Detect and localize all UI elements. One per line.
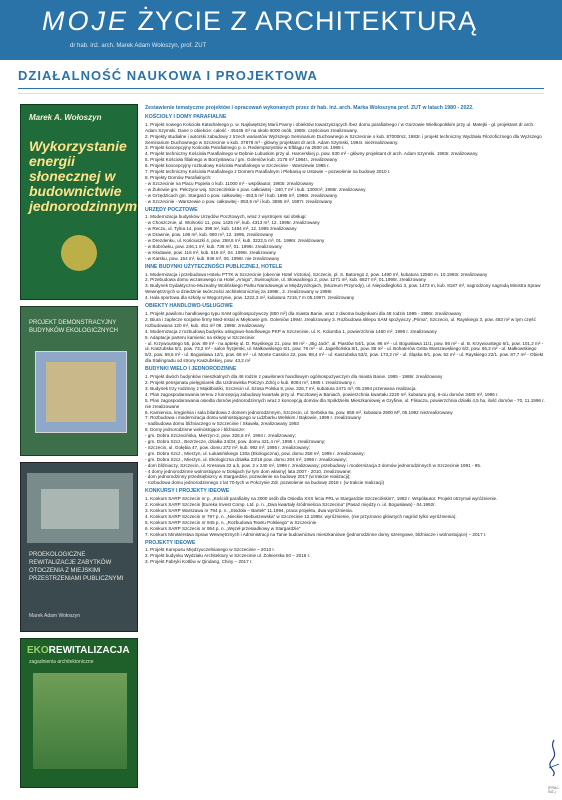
book-author: Marek A. Wołoszyn <box>29 113 102 122</box>
category-list <box>145 115 545 565</box>
list-item: 6. Konkurs SARP Szczecin nr 954 p. n. „Węzeł przesiadkowy w Stargardzie” <box>145 525 301 531</box>
book-subtitle: zagadnienia architektoniczne <box>29 659 94 665</box>
list-item: 5. Adaptacje parteru kamienic na sklepy w Szczecinie: <box>145 334 256 340</box>
footer-note: (PRAC. INŻ.) <box>548 786 560 794</box>
list-item: 1. Projekt pawilonu handlowego typu SAM ogólnospożywczy (850 m²) dla miasta Banie, wraz z dwoma budynkami dla 48 rodzin 1985 - 1986r. zrealizowany <box>145 311 462 316</box>
list-item: - gm. Dobra Szcz., Bezrzecze, działka 24/34, pow. domu 421,4 m², 1995 r. zrealizowany; <box>145 439 326 445</box>
list-item: 5. Konkurs SARP Szczecin nr 945 p. n. „Rozbudowa Teatru Polskiego” w Szczecinie <box>145 519 317 525</box>
list-item: 3. Konkurs SARP Warszawa nr 794 p. n. „Stodoła – Bartek” 11.1994, praca projektu, dwa wyróżnienia. <box>145 508 354 513</box>
list-item: - rozbudowa domu jednorodzinnego z lat 70-tych w Połczynie Zdr. pozwolenie na budowę 2018 r. (w trakcie realizacji) <box>145 480 384 486</box>
list-item: 3. Budynek trzy rodzinny z Mąkitbiotiki, Szczecin ul. Szosa Polska 8, pow. 326,7 m², kubatura 2471 m³, 05.1994 przerwana realizacja. <box>145 385 417 391</box>
list-item: - w Grzędzicach gm. Stargard o pow. całkowitej - 453,5 m² i kub. 1695 m³, 1986r. zrealizowany <box>145 192 338 198</box>
list-item: 2. Projekty studialne i autorski zabudowy z trzech wariantów Wyższego Seminarium Duchownego w Szczecinie o kub. 87000m2, 1983r. i projekt techniczny Wydziału Filozoficznego dla Wyższego Seminarium Duchownego w Szczecinie o kub. 37878 m³ - główny projektant dr arch. Adam Szymski, 1984r. niezrealizowany. <box>145 133 542 145</box>
book-title: PROEKOLOGICZNE REWITALIZACJE ZABYTKÓW OTOCZENIA Z MIEJSKIMI PRZESTRZENIAMI PUBLICZNYMI <box>29 552 124 582</box>
category-title: KONKURSY I PROJEKTY IDEOWE <box>145 488 230 495</box>
list-item: 8. Domy jednorodzinne wolnostojące i bliźniacze: <box>145 427 246 433</box>
list-item: 4. Plan zagospodarowania terenu z koncepcją zabudowy kwartału przy ul. Pocztowej w Baniach, powierzchnia kwartału 2220 m², kubatura proj. 6-ciu domów 3480 m³, 1996 r. <box>145 391 499 397</box>
book-title: EKOREWITALIZACJA <box>27 645 130 656</box>
list-item: 1. Konkurs SARP Szczecin nr p. „Kościół parafialny na 2000 osób dla Osiedla XXX lecia PRL w Stargardzie Szczecińskim”, 1982 r. Współautor. Projekt otrzymał wyróżnienie. <box>145 496 498 502</box>
list-item: 3. Projekt Fabryki Kotłów w Qindang, Chiny – 2017 r. <box>145 559 253 565</box>
category-title: PROJEKTY IDEOWE <box>145 539 196 546</box>
list-item: 5. Plan zagospodarowania osiedla domów jednorodzinnych wraz z koncepcją domów dla Spółdzielni Mieszkaniowej w Gryfinie, ul. Flisacza, powierzchnia działki 4,5 ha, ilość domów - 70, 11.1996 r. nie zrealizowane <box>145 397 545 409</box>
list-item: - w Szczecinie - Warszewie o pow. całkowitej - 853,5 m² i kub. 3695 m³, 1987r. zrealizowany <box>145 198 333 204</box>
list-item: - Szczecin, ul. Gołębia 47, pow. domu 372 m², kub. 992 m³, 1995 r. zrealizowany; <box>145 444 310 450</box>
book-author: Marek Adam Wołoszyn <box>29 613 81 619</box>
list-item: - w Choszcznie, ul. Wolności 11, pow. 1425 m², kub. 4313 m³, 12. 1995r. zrealizowany <box>145 220 320 226</box>
list-item: 5. Projekt Kościoła filialnego w Borzysławcu / gm. Goleniów kub. 2178 m³ 1984r., zrealizowany <box>145 157 338 163</box>
project-list <box>145 106 545 565</box>
book-title: Wykorzystanie energii słonecznej w budownictwie jednorodzinnym <box>29 138 138 214</box>
list-item: - 4 domy jednorodzinne wolnostojące w Dołujach (w tym dom własny) lata 2007 - 2010, zrealizowane; <box>145 468 352 474</box>
book-cover-ekorewitalizacja <box>20 638 138 788</box>
list-item: 6. Projekt koncepcyjny rozbudowy Kościoła Parafialnego w Szczecinie - Warszewie 1985 r. <box>145 163 330 169</box>
list-item: 7. Konkurs Ministerstwa Spraw Wewnętrznych i Administracji na Tanie budownictwo mieszkaniowe (jednorodzinne domy szeregowe, bliźniacze i wolnostojące) – 2017 r. <box>145 531 487 537</box>
book-cover-ecological <box>20 306 138 456</box>
list-item: 1. Projekt Kampusu Międzyuczelnianego w Szczecinie – 2010 r. <box>145 547 275 553</box>
list-item: 7. Projekt techniczny Kościoła Parafialnego z Domem Parafialnym i Plebanią w Ustowie – pozwolenie na budowę 2010 r. <box>145 169 391 175</box>
section-rule <box>18 88 544 89</box>
list-item: - w Kłodawie, pow. 116 m², kub. 616 m³, 04. 1996r. zrealizowany <box>145 249 276 255</box>
list-item: 2. Biura i zaplecze socjalne firmy Med-Instal w Miękowie gm. Goleniów 1994r. zrealizowany 3. Rozbudowa sklepu SAM spożywczy „Prima”, Szczecin, ul. Rayskiego 3, pow. 483 m² w tym część rozbudowana 120 m², kub. 451 m³ 09. 1996r. zrealizowany <box>145 316 536 328</box>
book-illustration <box>35 351 127 433</box>
list-item: 1. Modernizacja budynków Urzędów Pocztowych, wraz z wystrojem sal obsługi: <box>145 214 307 220</box>
page-subtitle: dr hab. inż. arch. Marek Adam Wołoszyn, prof. ZUT <box>70 43 207 49</box>
section-rule-light <box>18 93 544 94</box>
list-item: - ul. Krzywoustego 55, pow. 89 m² - na aptekę ul. D. Rayskiego 21, pow. 98 m² - „Big Jack”, al. Piastów 54/1, pow. 96 m² - ul. Bogusława 11/1, pow. 86 m² - ul. B. Krzywoustego 6/1, pow. 101,2 m² - ul. Kaszubska 5/1, pow. 73,2 m² - salon fryzjerski, ul. Małkowskiego 6/1, pow. 76 m² - ul. Jagiellońska 8/1, pow. 85 m² - ul. Bohaterów Getta Warszawskiego 5/2, pow. 66,2 m² - ul. Małkowskiego 5/2, pow. 69,6 m² - ul. Bogusława 12/1, pow. 68 m² - ul. Monte Cassino 22, pow. 98,4 m² - ul. Kaszubska 53/2, pow. 173,2 m² - ul. Śląska 9/1, pow. 52 m² - ul. Rayskiego 22/1. pow. 87,7 m² - Obiekt dla Stalingradu od strony Kaszubskiej, pow. 43,2 m² <box>145 340 544 364</box>
list-item: - w Szczecinie na Placu Popiela o kub. 11000 m³ - współautor, 1983r. zrealizowany <box>145 180 314 186</box>
book-cover-revitalization <box>20 462 138 632</box>
title-rest: ŻYCIE Z ARCHITEKTURĄ <box>137 6 478 36</box>
book-illustration <box>27 473 133 543</box>
list-item: - gm. Dobra Szcz., Mierzyn, ul. Łukasińskiego 130a (Ekologiczna), pow. domu 258 m², 1995 r. zrealizowany; <box>145 450 365 456</box>
list-item: 8. Projekty Domów Parafialnych: <box>145 174 212 180</box>
list-item: - w Drawnie, pow. 198 m², kub. 680 m³, 12. 1995, zrealizowany <box>145 232 274 238</box>
title-moje: MOJE <box>42 6 130 36</box>
page-title <box>42 6 477 37</box>
sun-icon <box>61 235 97 271</box>
book-title: PROJEKT DEMONSTRACYJNY BUDYNKÓW EKOLOGICZNYCH <box>29 320 119 334</box>
list-item: 2. Projekt pensjonatu pielęgniarek dla Uzdrowiska Połczyn Zdrój o kub. 8084 m³, 1985 r. zrealizowany r. <box>145 379 356 385</box>
list-item: 1. Projekt nowego Kościoła Katedralnego p. w. Najświętszej Marii Panny i obiektów towarzyszących /bez domu parafialnego / w Gorzowie Wielkopolskim przy ul. Matejki - gł. projektant dr arch. Adam Szymski. Dane o obiekcie: całość - 45445 m³ na około 6000 osób, 1980r. częściowo zrealizowany. <box>145 121 535 133</box>
book-cover-solar <box>20 104 138 300</box>
category-title: BUDYNKI WIELO I JEDNORODZINNE <box>145 366 237 373</box>
section-title: DZIAŁALNOŚĆ NAUKOWA I PROJEKTOWA <box>18 68 318 83</box>
list-item: 4. Hala sportowa dla szkoły w Węgorzynie, pow. 1222,3 m², kubatura 7215,7 m 05.1997r. zrealizowany <box>145 295 355 301</box>
book-covers <box>20 104 138 794</box>
list-item: 7. Rozbudowa i modernizacja domu wolnostojącego w Lidzbarku Welskim / Bąkowie, 1999 r. zrealizowany <box>145 415 361 421</box>
list-intro: Zestawienie tematyczne projektów i opracowań wykonanych przez dr hab. inż. arch. Marka Wołoszyna prof. ZUT w latach 1980 - 2022. <box>145 105 474 111</box>
list-item: - gm. Dobra Szczecińska, Mierzyn-2, pow. 326,6 m², 1994 r. zrealizowany; <box>145 433 296 439</box>
category-title: KOŚCIOŁY I DOMY PARAFIALNE <box>145 113 227 120</box>
page-header <box>0 0 562 60</box>
list-item: - w Reczu, ul. Tylna 14, pow. 399 m², kub. 1484 m³, 12. 1995 zrealizowany <box>145 226 297 232</box>
list-item: 1. Projekt dwóch budynków mieszkalnych dla 48 rodzin z pawilonem handlowym ogólnospożywczym dla miasta Banie. 1985 - 1986r. zrealizowany <box>145 374 443 380</box>
list-item: 4. Projekt techniczny Kościoła Parafialnego w Dębnie Lubuskim przy ul. Harcerskiej p. pow. 630 m² - główny projektant dr arch. Adam Szymski. 1983r. zrealizowany. <box>145 151 479 157</box>
list-item: - gm. Dobra Szcz., Mierzyn, ul. Ekologiczna działka 23/18 pow. domu 204 m², 1996 r. zrealizowany; <box>145 456 347 462</box>
list-item: 1. Modernizacja i przebudowa Hotelu PTTK w Szczecinie (obecnie Hotel Victoria), Szczecin, pl. S. Batorego 2, pow. 1490 m², kubatura 12560 m. 10.1993r. zrealizowany <box>145 271 488 277</box>
list-item: - dom jednorodzinny przedsiębiorcy w Stargardzie, pozwolenie na budowę 2017 (w trakcie realizacji); <box>145 474 351 480</box>
list-item: 3. Budynek Dydaktyczno-Muzealny Wolińskiego Parku Narodowego w Międzyzdrojach, (Muzeum Przyrody), ul. Niepodległości 3, pow. 1473 m, kub. 8187 m³, nagrodzony nagrodą Ministra Spraw Wewnętrznych w dziedzinie twórczości architektonicznej za 1998r., 2. zrealizowany w 1998r. <box>145 283 541 295</box>
list-item: - w Karsku, pow. 164 m², kub. 846 m³, 06. 1996r. nie zrealizowany <box>145 255 280 261</box>
list-item: 2. Konkurs SARP Szczecin [Eureka Invest Comp. Ltd. p. n. „Dwa kwartały śródmieścia Szczecina” (Pasaż między n. ul. Bogusława) - 04.1992r. <box>145 502 436 508</box>
category-title: OBIEKTY HANDLOWO-USŁUGOWE <box>145 303 233 310</box>
category-title: INNE BUDYNKI UŻYTECZNOŚCI PUBLICZNEJ, HOTELE <box>145 263 283 270</box>
category-title: URZĘDY POCZTOWE <box>145 206 198 213</box>
list-item: 6. Kamienica, kręgielnia i sala bilardowa z domem jednorodzinnym, Szczecin, ul. Serbska 6a, pow. 658 m², kubatura 2900 M³, 05.1992 niezrealizowany <box>145 409 453 415</box>
list-item: 4. Konkurs SARP Szczecin nr 797 p. n. „Nieckie Niebuszewska” w Szczecinie 12.1995r. wyróżnienie, (nie przyznano głównych nagród tylko wyróżnienia). <box>145 513 457 519</box>
list-item: 3. Projekt koncepcyjny Kościoła Parafialnego p. o. Redemptorystów w Elblągu na 2500 os. 1985 r. <box>145 145 345 151</box>
list-item: - w Drezdenku, ul. Kościuszki 4, pow. 258,6 m², kub. 3222,5 m³, 01. 1996r. zrealizowany <box>145 238 325 244</box>
list-item: - w Bobrówku, pow. 246,1 m², kub. 738 m³, 01. 1996r. zrealizowany <box>145 243 282 249</box>
signature-icon <box>546 738 562 778</box>
list-item: - w Żukowie gm. Pełczyce woj. Szczecińskie o pow. całkowitej - 340,7 m² i kub. 1300m³, 1986r. zrealizowany <box>145 186 366 192</box>
list-item: - nadbudowa domu bliźniaczego w Szczecinie / Skawiła, zrealizowany 1993 <box>145 421 299 427</box>
list-item: - dom bliźniaczy, Szczecin, ul. Kresowa 22 a,b, pow. 2 x 240 m², 1996 r. zrealizowany; przebudowy i modernizacja 3 domów jednorodzinnych w Szczecinie 1991 - 95. <box>145 462 482 468</box>
book-illustration <box>33 673 127 769</box>
list-item: 2. Projekt budynku Wydziału Architektury w Szczecinie ul. Żołnierska 50 – 2016 r. <box>145 553 311 559</box>
list-item: 4. Modernizacja z rozbudową budynku usługowo-handlowego PKP w Szczecinie, ul. K. Kolumba 1, powierzchnia 1460 m², 1996 r. zrealizowany <box>145 328 437 334</box>
list-item: 2. Przebudowa domu wczasowego na Hotel „Amigo”, Świnoujście, ul. Słowackiego 2, pow. 1271 m², kub. 6827 m³, 01.1995r. zrealizowany <box>145 277 426 283</box>
